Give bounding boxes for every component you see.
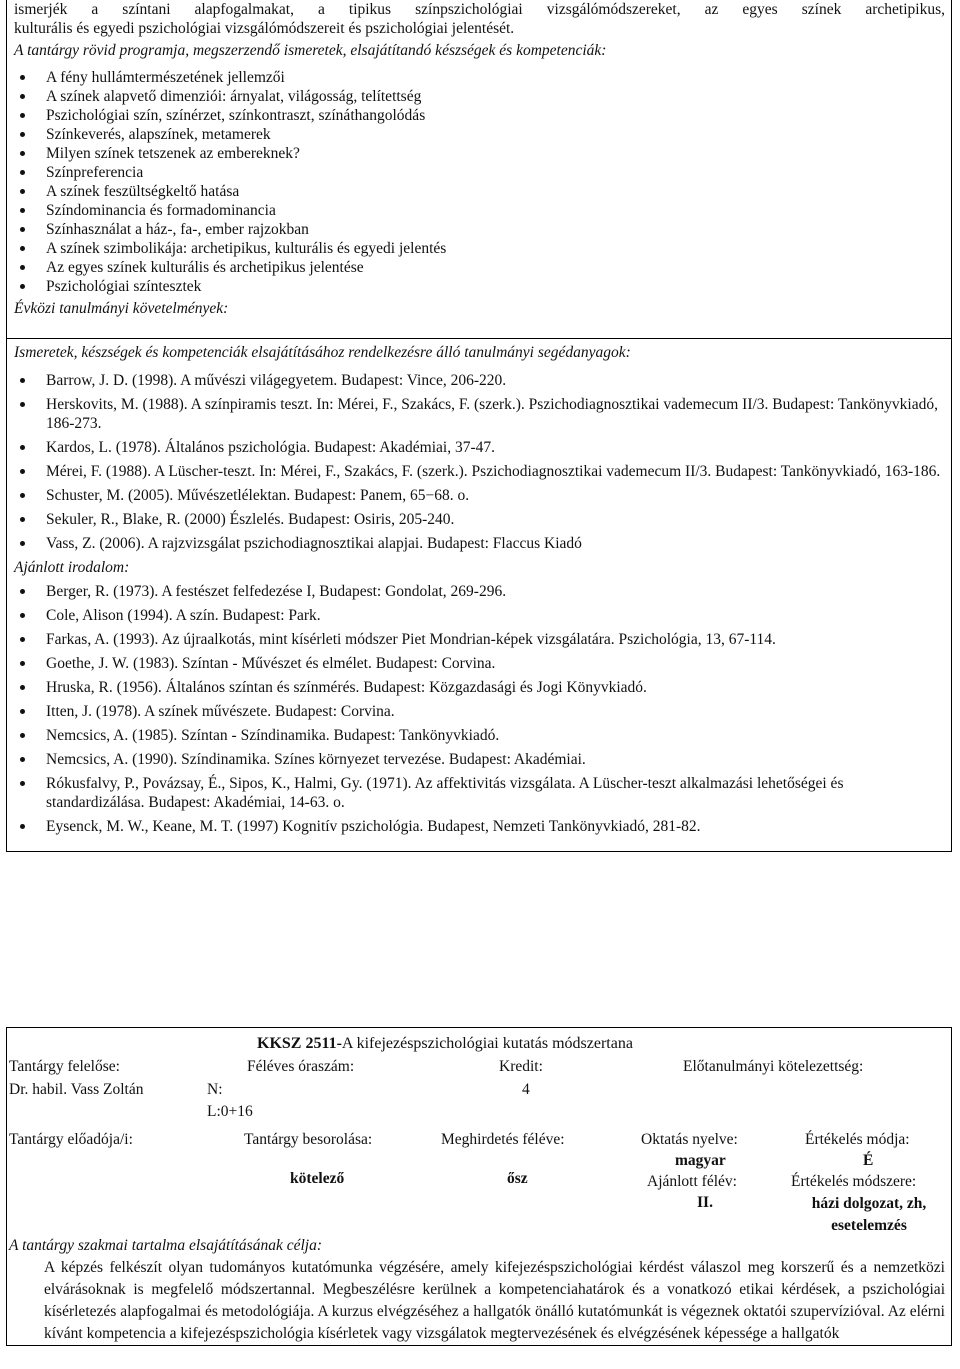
language-label: Oktatás nyelve: — [641, 1131, 738, 1148]
program-item: A fény hullámtermészetének jellemzői — [46, 68, 945, 87]
course-code: KKSZ 2511- — [257, 1035, 342, 1052]
recommended-list — [14, 582, 945, 851]
materials-heading: Ismeretek, készségek és kompetenciák elsajátításához rendelkezésre álló tanulmányi segédanyagok: — [14, 344, 631, 361]
intro-line-2: kulturális és egyedi pszichológiai vizsgálómódszereit és pszichológiai jelentését. — [14, 20, 515, 37]
evaluation-label: Értékelés módja: — [805, 1131, 910, 1148]
semester-label: Meghirdetés féléve: — [441, 1131, 565, 1148]
aim-section — [7, 1236, 951, 1345]
evaluation-method-value: házi dolgozat, zh, esetelemzés — [811, 1195, 927, 1234]
program-section — [7, 38, 951, 318]
recommended-item: Rókusfalvy, P., Povázsay, É., Sipos, K., Halmi, Gy. (1971). Az affektivitás vizsgálata. A Lüscher-teszt alkalmazási lehetőségei és standardizálása. Budapest: Akadémiai, 14-63. o. — [46, 774, 945, 812]
materials-list — [14, 371, 945, 553]
responsible-name: Dr. habil. Vass Zoltán — [9, 1081, 144, 1098]
recommended-semester-value: II. — [697, 1194, 713, 1211]
lecturer-label: Tantárgy előadója/i: — [9, 1131, 133, 1148]
responsible-label: Tantárgy felelőse: — [9, 1058, 120, 1075]
program-item: Színkeverés, alapszínek, metamerek — [46, 125, 945, 144]
program-item: Színhasználat a ház-, fa-, ember rajzokban — [46, 220, 945, 239]
materials-item: Vass, Z. (2006). A rajzvizsgálat pszichodiagnosztikai alapjai. Budapest: Flaccus Kiadó — [46, 534, 945, 553]
course-meta-row-2 — [7, 1126, 951, 1236]
recommended-item: Nemcsics, A. (1990). Színdinamika. Színes környezet tervezése. Budapest: Akadémiai. — [46, 750, 945, 769]
hours-label: Féléves óraszám: — [247, 1058, 355, 1075]
recommended-item: Nemcsics, A. (1985). Színtan - Színdinamika. Budapest: Tankönyvkiadó. — [46, 726, 945, 745]
credit-label: Kredit: — [499, 1058, 543, 1075]
intro-line-1: ismerjék a színtani alapfogalmakat, a tipikus színpszichológiai vizsgálómódszereket, az egyes színek archetipikus, — [14, 1, 945, 18]
program-list — [14, 68, 945, 296]
materials-item: Mérei, F. (1988). A Lüscher-teszt. In: Mérei, F., Szakács, F. (szerk.). Pszichodiagnosztikai vademecum II/3. Budapest: Tankönyvkiadó, 163-186. — [46, 462, 945, 481]
program-item: Pszichológiai szín, színérzet, színkontraszt, színáthangolódás — [46, 106, 945, 125]
intro-paragraph — [7, 0, 951, 38]
recommended-item: Farkas, A. (1993). Az újraalkotás, mint kísérleti módszer Piet Mondrian-képek vizsgálatára. Pszichológia, 13, 67-114. — [46, 630, 945, 649]
program-item: Pszichológiai színtesztek — [46, 277, 945, 296]
hours-l: L:0+16 — [207, 1103, 253, 1120]
recommended-heading: Ajánlott irodalom: — [14, 559, 130, 576]
materials-item: Barrow, J. D. (1998). A művészi világegyetem. Budapest: Vince, 206-220. — [46, 371, 945, 390]
course-meta-row-1 — [7, 1056, 951, 1126]
program-item: Színdominancia és formadominancia — [46, 201, 945, 220]
evaluation-method-label: Értékelés módszere: — [791, 1173, 917, 1190]
program-item: Színpreferencia — [46, 163, 945, 182]
program-item: A színek alapvető dimenziói: árnyalat, világosság, telítettség — [46, 87, 945, 106]
course-title — [257, 1034, 633, 1053]
language-value: magyar — [675, 1152, 726, 1169]
recommended-item: Cole, Alison (1994). A szín. Budapest: Park. — [46, 606, 945, 625]
recommended-item: Itten, J. (1978). A színek művészete. Budapest: Corvina. — [46, 702, 945, 721]
recommended-item: Hruska, R. (1956). Általános színtan és színmérés. Budapest: Közgazdasági és Jogi Könyvkiadó. — [46, 678, 945, 697]
program-item: A színek feszültségkeltő hatása — [46, 182, 945, 201]
classification-value: kötelező — [290, 1170, 345, 1187]
aim-text: A képzés felkészít olyan tudományos kutatómunka végzésére, amely kifejezéspszichológiai kérdést válaszol meg korszerű és a nemzetközi elvárásoknak is megfelelő módszertannal. Megbeszélésre kerülnek a kompetenciahatárok és a vonatkozó etikai kérdések, a pszichológiai kísérletezés alapfogalmai és metodológiája. A kurzus elvégzéséhez a hallgatók önálló kutatómunkát is végeznek oktatói szupervízióval. Az elérni kívánt kompetencia a kifejezéspszichológia kísérletek vagy vizsgálatok megtervezésének és elvégzésének képessége a hallgatók — [44, 1259, 945, 1342]
recommended-item: Berger, R. (1973). A festészet felfedezése I, Budapest: Gondolat, 269-296. — [46, 582, 945, 601]
prereq-label: Előtanulmányi kötelezettség: — [683, 1058, 864, 1075]
hours-n: N: — [207, 1081, 223, 1098]
classification-label: Tantárgy besorolása: — [244, 1131, 373, 1148]
program-item: A színek szimbolikája: archetipikus, kulturális és egyedi jelentés — [46, 239, 945, 258]
program-item: Az egyes színek kulturális és archetipikus jelentése — [46, 258, 945, 277]
materials-section — [7, 339, 951, 851]
course-title-row — [7, 1028, 951, 1056]
course-name: A kifejezéspszichológiai kutatás módszertana — [341, 1035, 633, 1052]
materials-item: Schuster, M. (2005). Művészetlélektan. Budapest: Panem, 65−68. o. — [46, 486, 945, 505]
credit-value: 4 — [522, 1081, 530, 1098]
evkozi-heading: Évközi tanulmányi követelmények: — [14, 300, 229, 317]
aim-heading: A tantárgy szakmai tartalma elsajátításának célja: — [9, 1237, 322, 1254]
recommended-item: Goethe, J. W. (1983). Színtan - Művészet és elmélet. Budapest: Corvina. — [46, 654, 945, 673]
evaluation-value: É — [863, 1152, 874, 1169]
semester-value: ősz — [507, 1170, 528, 1187]
program-heading: A tantárgy rövid programja, megszerzendő ismeretek, elsajátítandó készségek és kompetenciák: — [14, 42, 607, 59]
materials-item: Sekuler, R., Blake, R. (2000) Észlelés. Budapest: Osiris, 205-240. — [46, 510, 945, 529]
course-description-table — [6, 0, 952, 852]
recommended-item: Eysenck, M. W., Keane, M. T. (1997) Kognitív pszichológia. Budapest, Nemzeti Tankönyvkiadó, 281-82. — [46, 817, 945, 836]
materials-item: Herskovits, M. (1988). A színpiramis teszt. In: Mérei, F., Szakács, F. (szerk.). Pszichodiagnosztikai vademecum II/3. Budapest: Tankönyvkiadó, 186-273. — [46, 395, 945, 433]
materials-item: Kardos, L. (1978). Általános pszichológia. Budapest: Akadémiai, 37-47. — [46, 438, 945, 457]
course-info-table — [6, 1027, 952, 1346]
recommended-semester-label: Ajánlott félév: — [647, 1173, 737, 1190]
program-item: Milyen színek tetszenek az embereknek? — [46, 144, 945, 163]
